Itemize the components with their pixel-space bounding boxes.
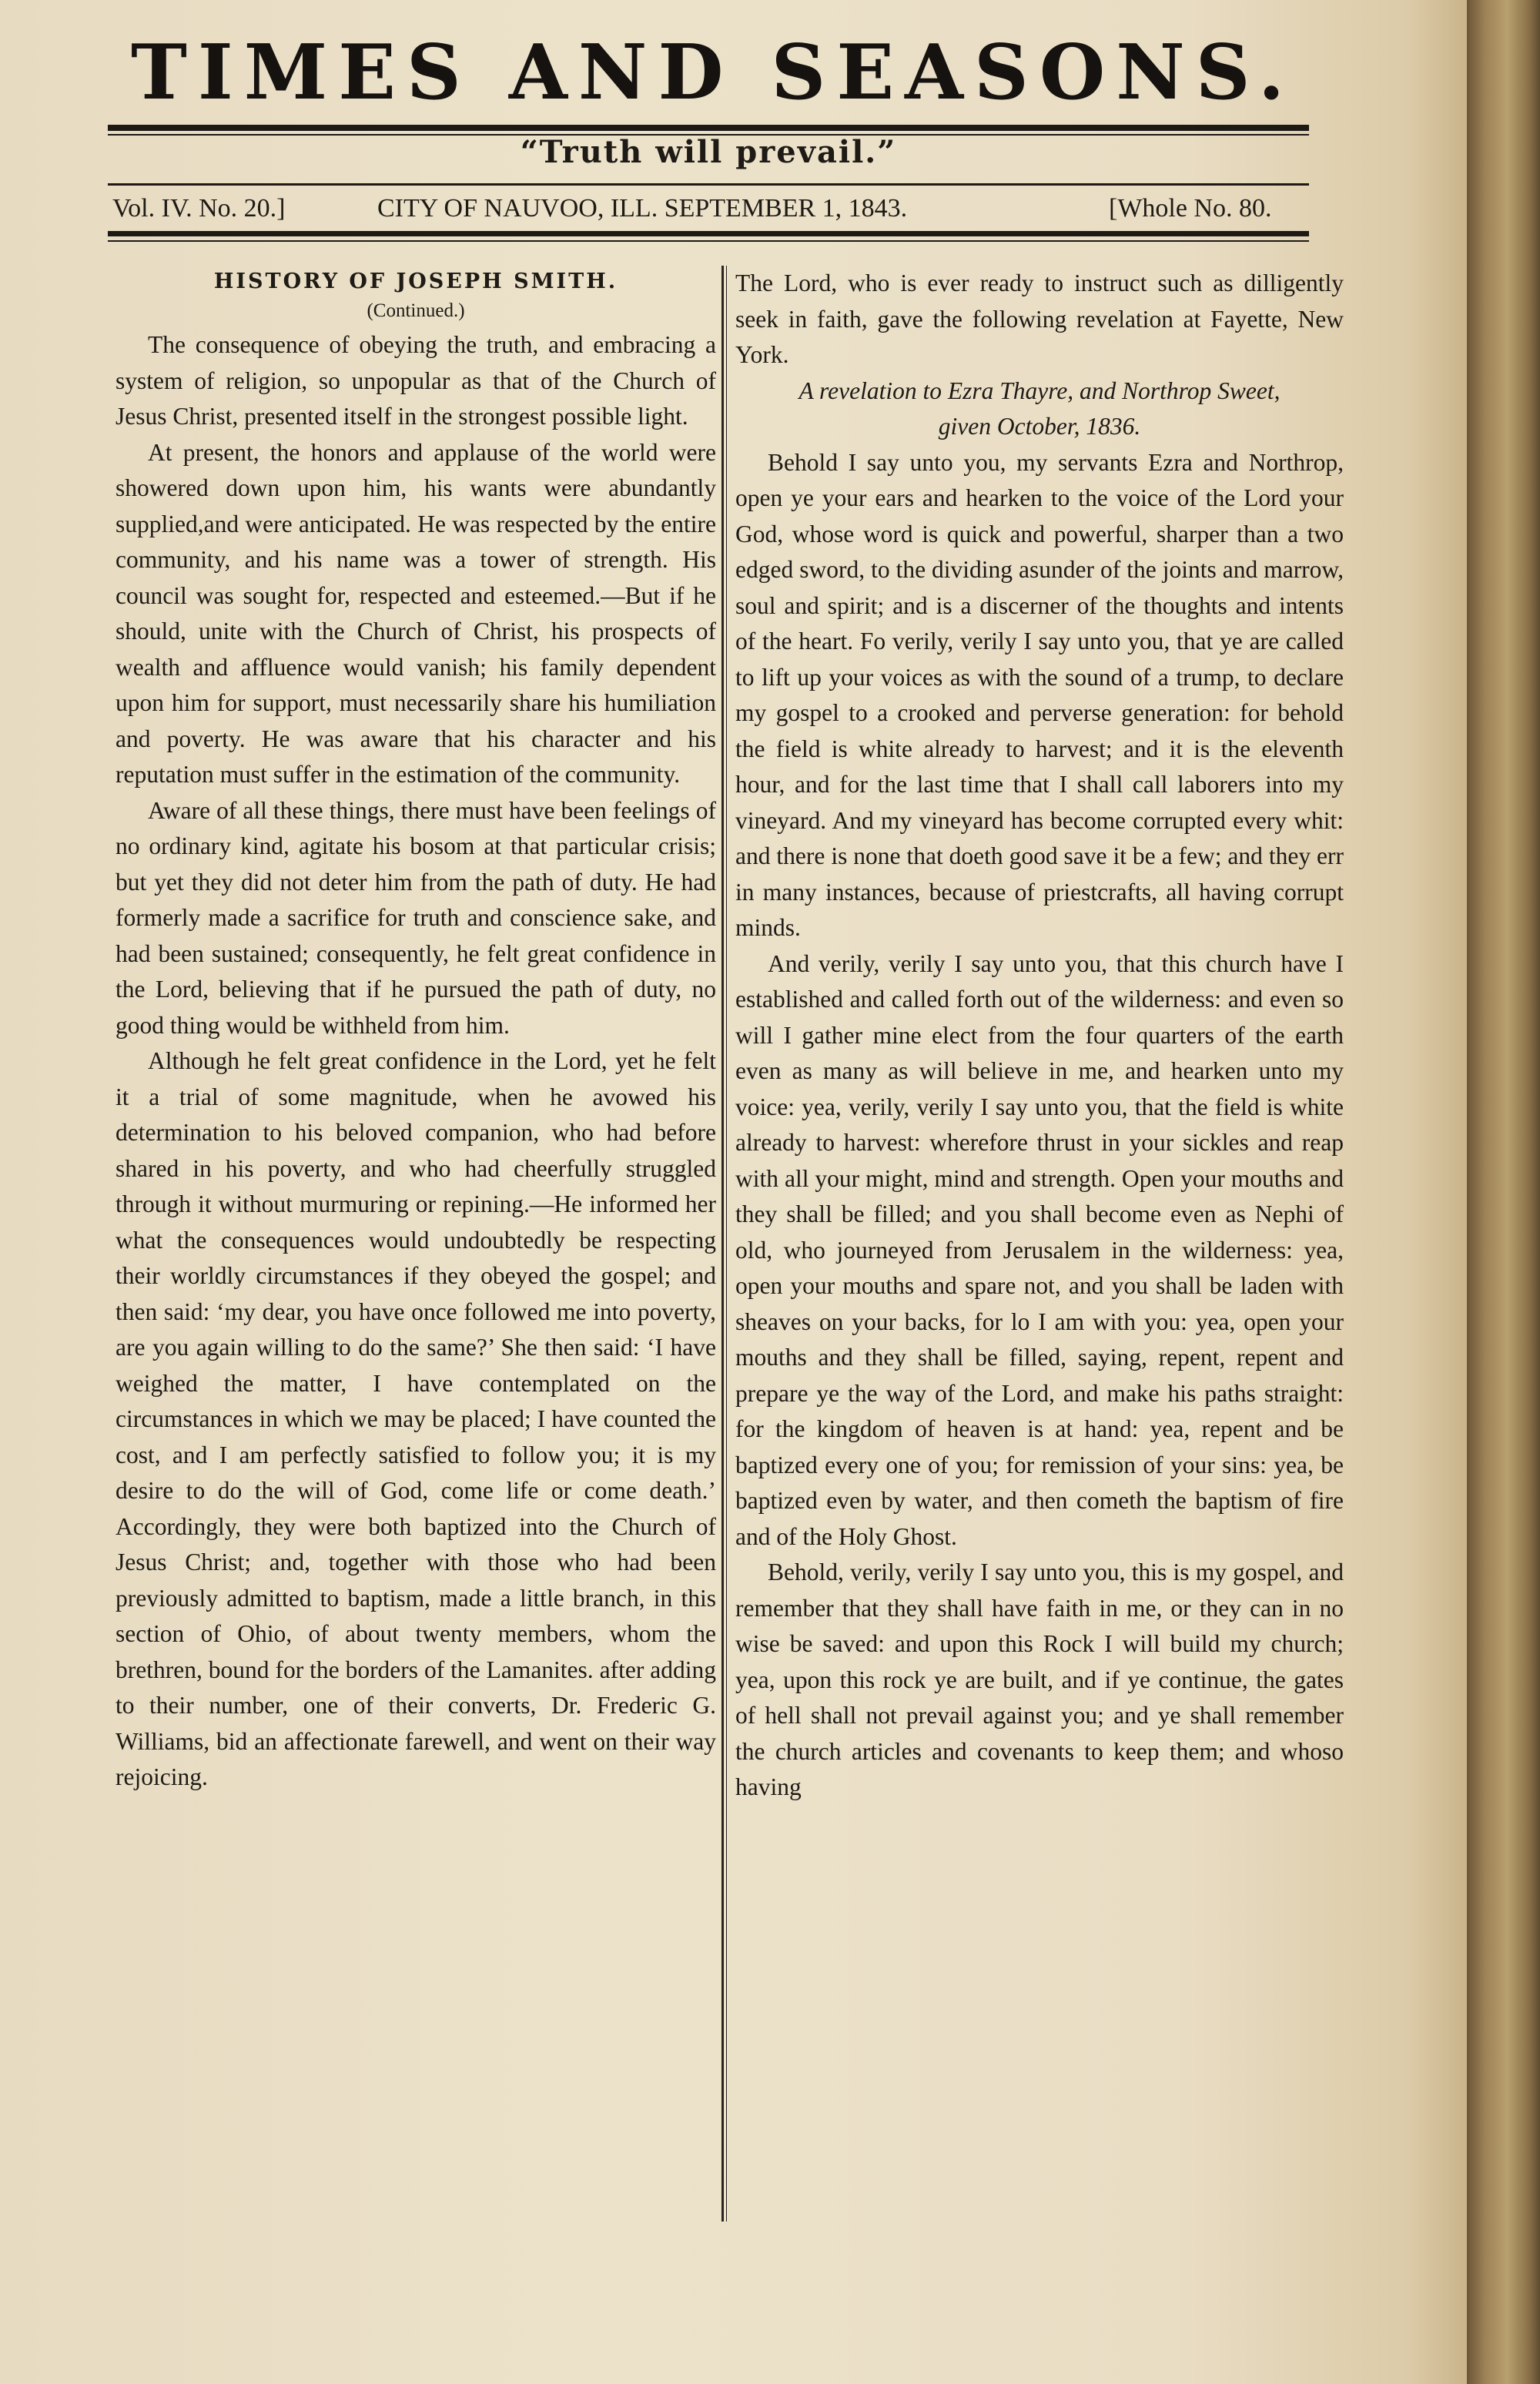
paragraph: Behold I say unto you, my servants Ezra and Northrop, open ye your ears and hearken to the voice of the Lord your God, whose word is quick and powerful, sharper than a two edged sword, to the dividing asunder of the joints and marrow, soul and spirit; and is a discerner of the thoughts and intents of the heart. Fo verily, verily I say unto you, that ye are called to lift up your voices as with the sound of a trump, to declare my gospel to a crooked and perverse generation: for behold the field is white already to harvest; and it is the eleventh hour, and for the last time that I shall call laborers into my vineyard. And my vineyard has become corrupted every whit: and there is none that doeth good save it be a few; and they err in many instances, because of priestcrafts, all having corrupt minds. xyxy=(735,448,1344,941)
right-column xyxy=(735,266,1344,1806)
paragraph: At present, the honors and applause of the world were showered down upon him, his wants were abundantly supplied,and were anticipated. He was respected by the entire community, and his name was a tower of strength. His council was sought for, respected and esteemed.—But if he should, unite with the Church of Christ, his prospects of wealth and affluence would vanish; his family dependent upon him for support, must necessarily share his humiliation and poverty. He was aware that his character and his reputation must suffer in the estimation of the community. xyxy=(116,438,716,788)
paragraph: The consequence of obeying the truth, and embracing a system of religion, so unpopular as that of the Church of Jesus Christ, presented itself in the strongest possible light. xyxy=(116,331,716,430)
revelation-intro: The Lord, who is ever ready to instruct such as dilligently seek in faith, gave the following revelation at Fayette, New York. xyxy=(735,270,1344,368)
paragraph: Although he felt great confidence in the Lord, yet he felt it a trial of some magnitude, when he avowed his determination to his beloved companion, who had before shared in his poverty, and who had cheerfully struggled through it without murmuring or repining.—He informed her what the consequences would undoubtedly be respecting their worldly circumstances if they obeyed the gospel; and then said: ‘my dear, you have once followed me into poverty, are you again willing to do the same?’ She then said: ‘I have weighed the matter, I have contemplated on the circumstances in which we may be placed; I have counted the cost, and I am perfectly satisfied to follow you; it is my desire to do the will of God, come life or come death.’ Accordingly, they were both baptized into the Church of Jesus Christ; and, together with those who had been previously admitted to baptism, made a little branch, in this section of Ohio, of about twenty members, whom the brethren, bound for the borders of the Lamanites. after adding to their number, one of their converts, Dr. Frederic G. Williams, bid an affectionate farewell, and went on their way rejoicing. xyxy=(116,1047,716,1790)
whole-number: [Whole No. 80. xyxy=(1109,194,1272,223)
revelation-title: A revelation to Ezra Thayre, and Northrop Sweet, xyxy=(798,377,1281,404)
column-divider xyxy=(721,266,724,2222)
motto: “Truth will prevail.” xyxy=(520,134,897,170)
column-divider-secondary xyxy=(726,266,727,2222)
left-column xyxy=(116,266,716,1796)
dateline xyxy=(108,189,1309,228)
article-subheading: (Continued.) xyxy=(367,300,465,321)
dateline-rule-top xyxy=(108,183,1309,186)
paragraph: Behold, verily, verily I say unto you, this is my gospel, and remember that they shall have faith in me, or they can in no wise be saved: and upon this Rock I will build my church; yea, upon this rock ye are built, and if ye continue, the gates of hell shall not prevail against you; and ye shall remember the church articles and covenants to keep them; and whoso having xyxy=(735,1559,1344,1800)
paragraph: Aware of all these things, there must have been feelings of no ordinary kind, agitate his bosom at that particular crisis; but yet they did not deter him from the path of duty. He had formerly made a sacrifice for truth and conscience sake, and had been sustained; consequently, he felt great confidence in the Lord, believing that if he pursued the path of duty, no good thing would be withheld from him. xyxy=(116,796,716,1039)
volume-number: Vol. IV. No. 20.] xyxy=(112,194,286,223)
paragraph: And verily, verily I say unto you, that this church have I established and called forth out of the wilderness: and even so will I gather mine elect from the four quarters of the earth even as many as will believe in me, and hearken unto my voice: yea, verily, verily I say unto you, that the field is white already to harvest: wherefore thrust in your sickles and reap with all your might, mind and strength. Open your mouths and they shall be filled; and you shall become even as Nephi of old, who journeyed from Jerusalem in the wilderness: yea, open your mouths and spare not, and you shall be laden with sheaves on your backs, for lo I am with you: yea, open your mouths and they shall be filled, saying, repent, repent and prepare ye the way of the Lord, and make his paths straight: for the kingdom of heaven is at hand: yea, repent and be baptized every one of you; for remission of your sins: yea, be baptized even by water, and then cometh the baptism of fire and of the Holy Ghost. xyxy=(735,949,1344,1550)
place-and-date: CITY OF NAUVOO, ILL. SEPTEMBER 1, 1843. xyxy=(377,194,908,223)
article-heading: HISTORY OF JOSEPH SMITH. xyxy=(213,270,618,293)
revelation-date: given October, 1836. xyxy=(938,413,1141,440)
masthead-title: TIMES AND SEASONS. xyxy=(131,28,1296,117)
masthead-rule-thick xyxy=(108,125,1309,131)
dateline-rule-bottom-thin xyxy=(108,240,1309,242)
book-binding xyxy=(1467,0,1540,2384)
dateline-rule-bottom-thick xyxy=(108,231,1309,236)
